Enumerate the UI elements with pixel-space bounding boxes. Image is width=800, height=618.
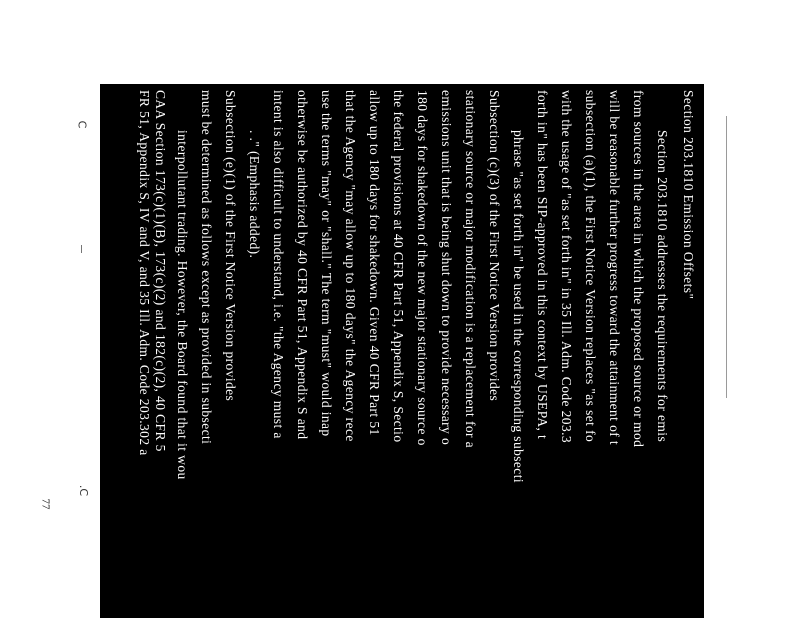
text-line: FR 51, Appendix S, IV and V, and 35 Ill. Adm. Code 203.302 a bbox=[137, 90, 152, 456]
section-heading: Section 203.1810 Emission Offsets" bbox=[681, 90, 696, 300]
rotated-text-block bbox=[100, 84, 704, 618]
margin-mark: | bbox=[80, 244, 83, 253]
page-number: 77 bbox=[39, 498, 52, 510]
text-line: will be reasonable further progress toward the attainment of t bbox=[607, 90, 622, 446]
text-line: from sources in the area in which the proposed source or mod bbox=[631, 90, 646, 448]
text-line: phrase "as set forth in" be used in the corresponding subsecti bbox=[511, 130, 526, 483]
text-line: subsection (a)(1), the First Notice Version replaces "as set fo bbox=[583, 90, 598, 443]
margin-mark: .C bbox=[77, 484, 91, 497]
scan-edge-line bbox=[726, 116, 727, 398]
text-line: Section 203.1810 addresses the requirements for emis bbox=[655, 130, 670, 443]
text-line: stationary source or major modification is a replacement for a bbox=[463, 90, 478, 449]
text-line: that the Agency "may allow up to 180 days" the Agency rece bbox=[343, 90, 358, 442]
text-line: . ." (Emphasis added). bbox=[247, 130, 262, 259]
text-line: emissions unit that is being shut down to provide necessary o bbox=[439, 90, 454, 446]
text-line: forth in" has been SIP-approved in this context by USEPA, t bbox=[535, 90, 550, 440]
text-line: must be determined as follows except as provided in subsecti bbox=[199, 90, 214, 445]
text-line: intent is also difficult to understand, i.e. "the Agency must a bbox=[271, 90, 286, 439]
text-line: Subsection (e)(1) of the First Notice Version provides bbox=[223, 90, 238, 402]
margin-mark: C bbox=[75, 120, 89, 129]
text-line: with the usage of "as set forth in" in 35 Ill. Adm. Code 203.3 bbox=[559, 90, 574, 444]
text-line: use the terms "may" or "shall." The term "must" would inap bbox=[319, 90, 334, 437]
text-line: allow up to 180 days for shakedown. Given 40 CFR Part 51 bbox=[367, 90, 382, 436]
text-line: 180 days for shakedown of the new major stationary source o bbox=[415, 90, 430, 446]
text-line: otherwise be authorized by 40 CFR Part 51, Appendix S and bbox=[295, 90, 310, 440]
text-line: interpollutant trading. However, the Board found that it wou bbox=[175, 130, 190, 480]
text-line: Subsection (c)(3) of the First Notice Version provides bbox=[487, 90, 502, 402]
scanned-page bbox=[100, 84, 704, 618]
text-line: the federal provisions at 40 CFR Part 51, Appendix S, Sectio bbox=[391, 90, 406, 443]
text-line: CAA Section 173(c)(1)(B), 173(c)(2) and 182(c)(2), 40 CFR 5 bbox=[153, 90, 168, 452]
